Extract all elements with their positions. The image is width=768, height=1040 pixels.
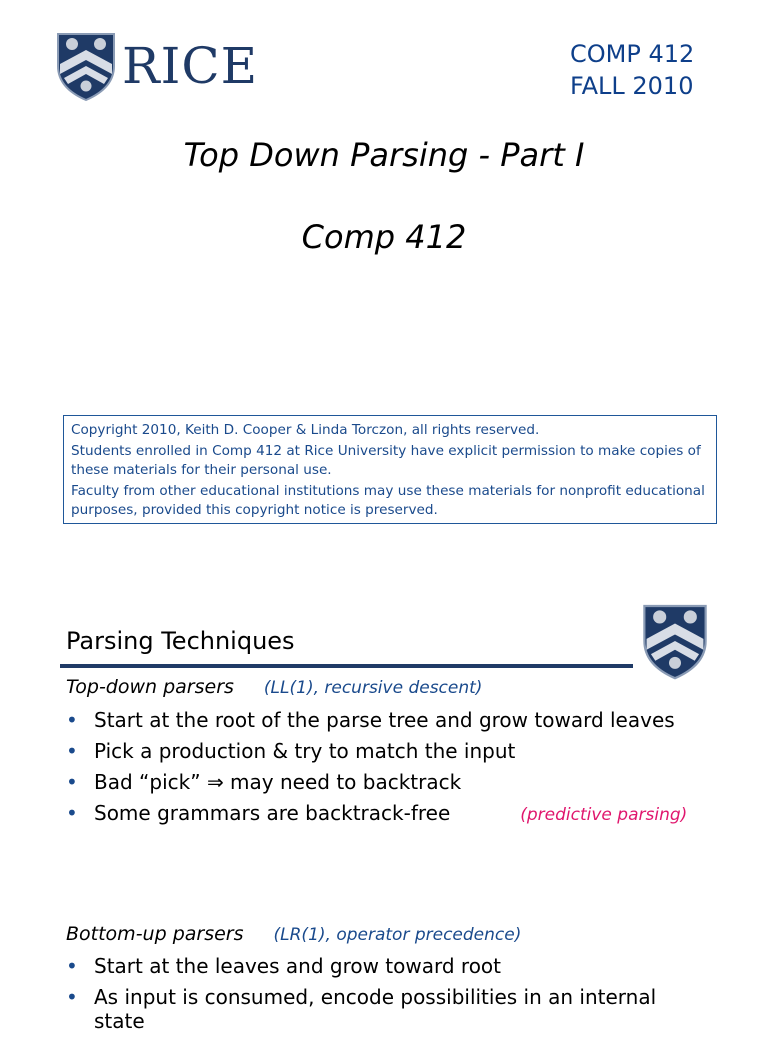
list-item: • Bad “pick” ⇒ may need to backtrack — [66, 770, 706, 794]
list-item: • Start at the leaves and grow toward root — [66, 954, 706, 978]
predictive-note: (predictive parsing) — [520, 805, 688, 825]
topdown-note: (LL(1), recursive descent) — [263, 678, 483, 698]
logo-text: RICE — [122, 37, 259, 95]
list-item: • Start at the root of the parse tree and grow toward leaves — [66, 708, 706, 732]
topdown-label — [66, 676, 482, 698]
slide-subtitle: Comp 412 — [301, 218, 467, 256]
list-item: • Some grammars are backtrack-free (predictive parsing) — [66, 801, 706, 827]
rice-shield-icon — [640, 600, 710, 682]
parsing-techniques-slide — [0, 560, 768, 1033]
bottomup-note: (LR(1), operator precedence) — [273, 925, 522, 945]
rice-shield-icon — [54, 30, 118, 102]
bottomup-title: Bottom-up parsers — [66, 923, 244, 945]
copyright-notice — [63, 415, 717, 524]
list-item: • As input is consumed, encode possibilities in an internal state — [66, 985, 706, 1033]
slide-title: Top Down Parsing - Part I — [183, 136, 585, 174]
slide-heading: Parsing Techniques — [66, 627, 295, 655]
copyright-line-3: Faculty from other educational institutions may use these materials for nonprofit educational purposes, provided this copyright notice is preserved. — [71, 483, 705, 518]
course-code: COMP 412 — [570, 40, 695, 68]
bottomup-bullets — [66, 954, 706, 1040]
list-item: • Pick a production & try to match the input — [66, 739, 706, 763]
topdown-title: Top-down parsers — [66, 676, 234, 698]
rice-logo — [54, 30, 258, 102]
topdown-bullets — [66, 708, 706, 834]
copyright-line-2: Students enrolled in Comp 412 at Rice University have explicit permission to make copies of these materials for their personal use. — [71, 443, 701, 478]
copyright-line-1: Copyright 2010, Keith D. Cooper & Linda Torczon, all rights reserved. — [71, 422, 540, 438]
course-term: FALL 2010 — [570, 72, 694, 100]
bottomup-label — [66, 923, 521, 945]
heading-rule — [60, 664, 633, 668]
course-info — [570, 38, 694, 102]
